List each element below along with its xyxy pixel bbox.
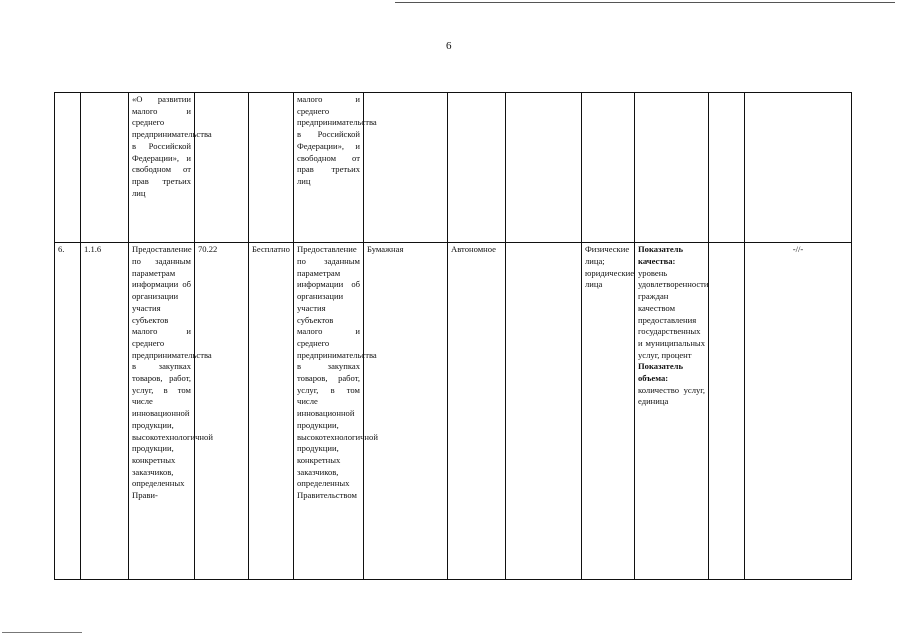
cell-indicators xyxy=(635,93,709,243)
cell-num: 6. xyxy=(55,243,81,580)
services-table xyxy=(54,92,852,580)
cell-blank xyxy=(709,93,745,243)
cell-type xyxy=(448,93,506,243)
indicator-volume-text: количество услуг, единица xyxy=(638,384,705,407)
cell-type: Автономное xyxy=(448,243,506,580)
cell-code2 xyxy=(195,93,249,243)
cell-form xyxy=(364,93,448,243)
page-number: 6 xyxy=(446,40,452,52)
cell-last xyxy=(745,93,852,243)
cell-payment xyxy=(249,93,294,243)
cell-payment: Бесплатно xyxy=(249,243,294,580)
cell-extra xyxy=(506,243,582,580)
cell-description: Предоставление по заданным параметрам информации об организации участия субъектов малого и среднего предпринимательства в закупках товаров, работ, услуг, в том числе инновационной продукции, высокотехнологичной продукции, конкретных заказчиков, определенных Правительством xyxy=(294,243,364,580)
cell-last: -//- xyxy=(745,243,852,580)
table-row xyxy=(55,93,852,243)
indicator-volume-label: Показатель объема: xyxy=(638,361,684,384)
cell-blank xyxy=(709,243,745,580)
cell-code2: 70.22 xyxy=(195,243,249,580)
top-rule xyxy=(395,2,895,3)
cell-code xyxy=(81,93,129,243)
cell-recipients xyxy=(582,93,635,243)
bottom-rule xyxy=(2,632,82,633)
cell-recipients: Физические лица; юридические лица xyxy=(582,243,635,580)
cell-extra xyxy=(506,93,582,243)
table-row xyxy=(55,243,852,580)
cell-form: Бумажная xyxy=(364,243,448,580)
cell-description: малого и среднего предпринимательства в Российской Федерации», и свободном от прав третьих лиц xyxy=(294,93,364,243)
cell-name: «О развитии малого и среднего предпринимательства в Российской Федерации», и свободном от прав третьих лиц xyxy=(129,93,195,243)
indicator-quality-label: Показатель качества: xyxy=(638,244,684,266)
cell-code: 1.1.6 xyxy=(81,243,129,580)
cell-name: Предоставление по заданным параметрам информации об организации участия субъектов малого и среднего предпринимательства в закупках товаров, работ, услуг, в том числе инновационной продукции, высокотехнологичной продукции, конкретных заказчиков, определенных Прави- xyxy=(129,243,195,580)
cell-num xyxy=(55,93,81,243)
indicator-quality-text: уровень удовлетворенности граждан качеством предоставления государственных и муниципальных услуг, процент xyxy=(638,267,709,360)
cell-indicators xyxy=(635,243,709,580)
